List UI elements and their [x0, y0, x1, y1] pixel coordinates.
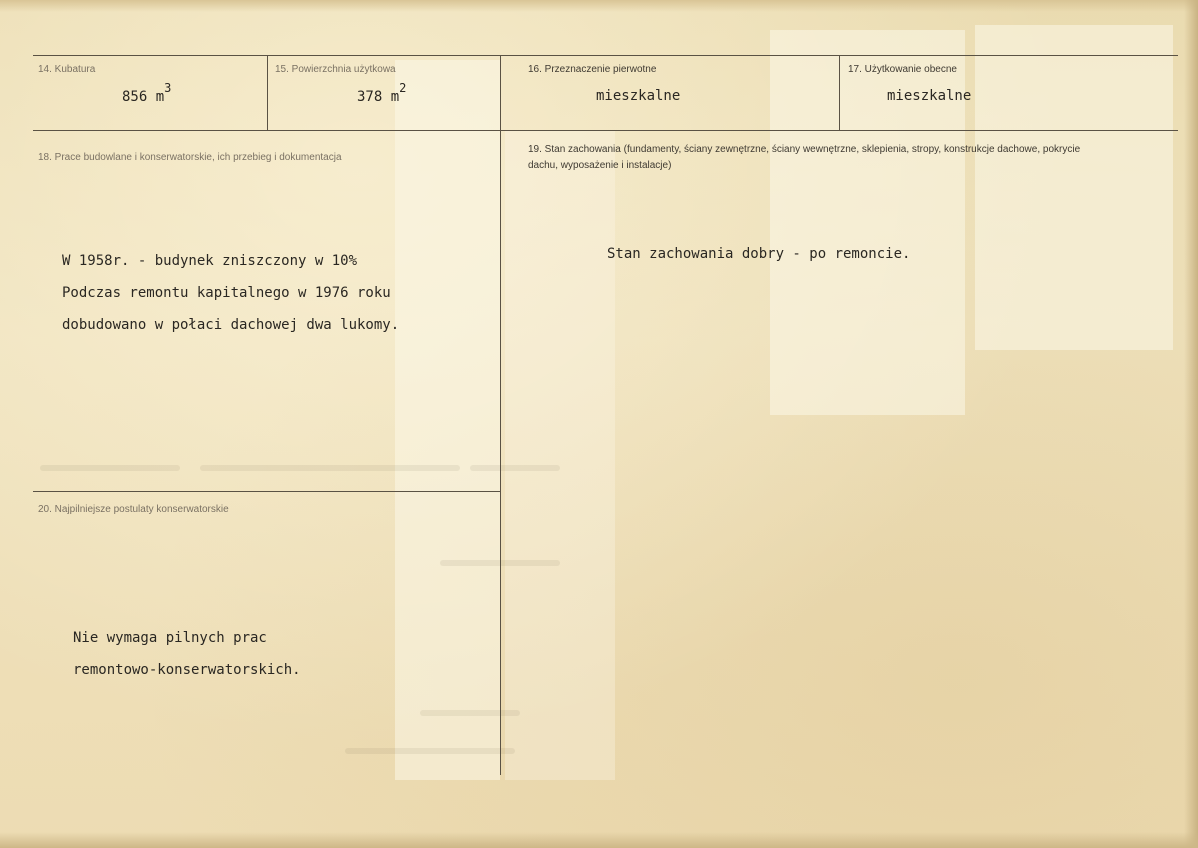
prace-line: Podczas remontu kapitalnego w 1976 roku [62, 285, 391, 301]
paper-patch [395, 60, 500, 780]
bleed-through-mark [40, 465, 180, 471]
field-label-powierzchnia: 15. Powierzchnia użytkowa [275, 64, 396, 75]
powierzchnia-unit-exponent: 2 [399, 81, 407, 95]
prace-line: W 1958r. - budynek zniszczony w 10% [62, 253, 358, 269]
field-label-uzytkowanie: 17. Użytkowanie obecne [848, 64, 957, 75]
bleed-through-mark [200, 465, 460, 471]
form-rule-middle [33, 130, 1178, 131]
form-rule-lower [33, 491, 500, 492]
field-value-powierzchnia [357, 81, 407, 105]
form-divider [839, 55, 840, 130]
postulaty-line: Nie wymaga pilnych prac [73, 630, 267, 646]
field-label-postulaty: 20. Najpilniejsze postulaty konserwatorskie [38, 504, 229, 515]
card-right-edge [1184, 0, 1198, 848]
kubatura-unit-exponent: 3 [164, 81, 172, 95]
field-value-przeznaczenie: mieszkalne [596, 88, 681, 104]
prace-line: dobudowano w połaci dachowej dwa lukomy. [62, 317, 400, 333]
form-rule-top [33, 55, 1178, 56]
field-label-przeznaczenie: 16. Przeznaczenie pierwotne [528, 64, 657, 75]
field-value-postulaty [73, 622, 301, 686]
paper-patch [975, 25, 1173, 350]
card-top-edge [0, 0, 1198, 12]
bleed-through-mark [470, 465, 560, 471]
form-divider-main [500, 55, 501, 775]
bleed-through-mark [420, 710, 520, 716]
field-label-stan: 19. Stan zachowania (fundamenty, ściany zewnętrzne, ściany wewnętrzne, sklepienia, stropy, konstrukcje dachowe, pokrycie dachu, wyposażenie i instalacje) [528, 144, 1081, 171]
field-label-prace: 18. Prace budowlane i konserwatorskie, ich przebieg i dokumentacja [38, 152, 342, 163]
field-value-uzytkowanie: mieszkalne [887, 88, 972, 104]
field-value-prace [62, 245, 399, 341]
form-divider [267, 55, 268, 130]
card-bottom-edge [0, 832, 1198, 848]
powierzchnia-value: 378 m [357, 89, 400, 105]
bleed-through-mark [345, 748, 515, 754]
kubatura-value: 856 m [122, 89, 165, 105]
field-label-kubatura: 14. Kubatura [38, 64, 96, 75]
field-value-kubatura [122, 81, 172, 105]
field-value-stan: Stan zachowania dobry - po remoncie. [607, 246, 911, 262]
postulaty-line: remontowo-konserwatorskich. [73, 662, 301, 678]
paper-patch [505, 130, 615, 780]
